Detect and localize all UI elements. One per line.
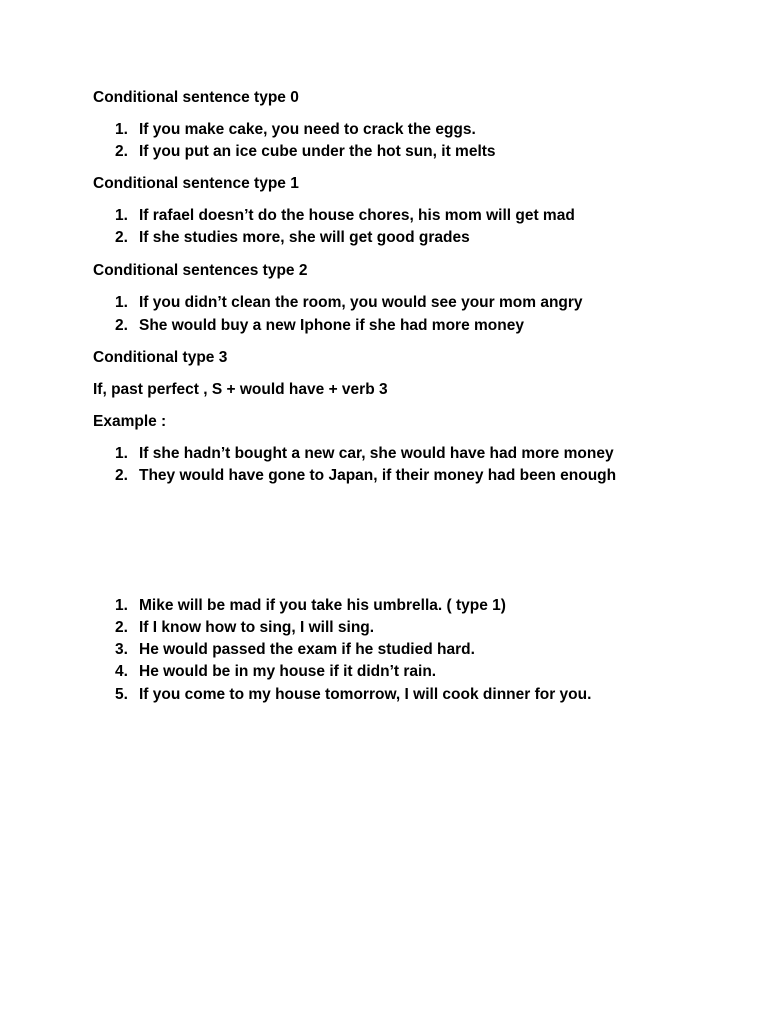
list-text: If she studies more, she will get good grades xyxy=(139,229,470,246)
list-number: 3. xyxy=(115,641,128,658)
list-number: 5. xyxy=(115,686,128,703)
list-text: If you didn’t clean the room, you would see your mom angry xyxy=(139,294,583,311)
list-text: They would have gone to Japan, if their money had been enough xyxy=(139,467,617,484)
list-text: He would be in my house if it didn’t rain. xyxy=(139,663,437,680)
list-text: She would buy a new Iphone if she had more money xyxy=(139,317,524,334)
list-number: 1. xyxy=(115,121,128,138)
list-text: If you make cake, you need to crack the eggs. xyxy=(139,121,476,138)
list-number: 1. xyxy=(115,294,128,311)
list-number: 1. xyxy=(115,445,128,462)
list-number: 2. xyxy=(115,619,128,636)
list-text: Mike will be mad if you take his umbrella. ( type 1) xyxy=(139,597,506,614)
list-number: 2. xyxy=(115,467,128,484)
list-text: If rafael doesn’t do the house chores, his mom will get mad xyxy=(139,207,575,224)
list-text: If you put an ice cube under the hot sun, it melts xyxy=(139,143,496,160)
section-heading-type2: Conditional sentences type 2 xyxy=(93,262,308,279)
list-text: He would passed the exam if he studied hard. xyxy=(139,641,475,658)
list-text: If you come to my house tomorrow, I will cook dinner for you. xyxy=(139,686,592,703)
list-number: 2. xyxy=(115,229,128,246)
list-text: If I know how to sing, I will sing. xyxy=(139,619,375,636)
section-heading-type0: Conditional sentence type 0 xyxy=(93,89,299,106)
example-label: Example : xyxy=(93,413,167,430)
formula-text: If, past perfect , S + would have + verb 3 xyxy=(93,381,388,398)
section-heading-type3: Conditional type 3 xyxy=(93,349,228,366)
list-number: 1. xyxy=(115,597,128,614)
section-heading-type1: Conditional sentence type 1 xyxy=(93,175,299,192)
list-number: 2. xyxy=(115,317,128,334)
list-number: 2. xyxy=(115,143,128,160)
list-number: 4. xyxy=(115,663,128,680)
list-number: 1. xyxy=(115,207,128,224)
list-text: If she hadn’t bought a new car, she would have had more money xyxy=(139,445,614,462)
